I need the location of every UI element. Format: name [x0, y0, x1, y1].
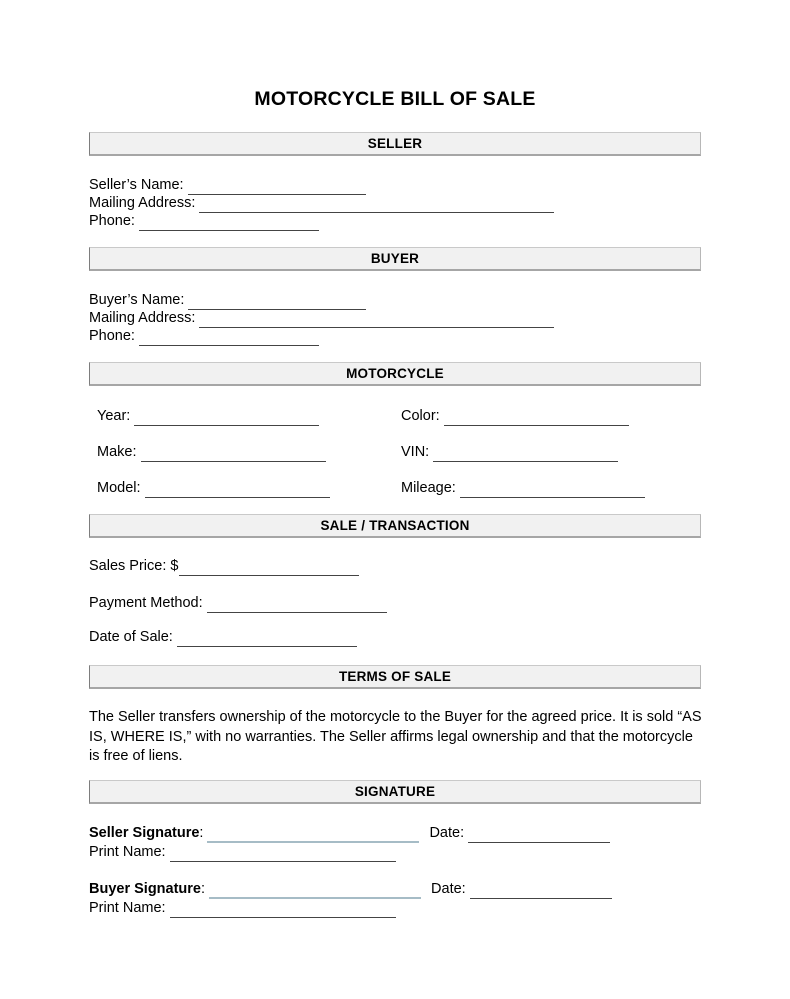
field-seller-address [89, 194, 554, 213]
seller-date-label: Date: [429, 825, 465, 841]
field-input-line[interactable] [199, 199, 554, 213]
row-buyer-print-name [89, 899, 396, 918]
seller-signature-label: Seller Signature [89, 825, 200, 841]
buyer-signature-colon: : [201, 881, 206, 897]
buyer-print-name-label: Print Name: [89, 900, 166, 916]
field-input-line[interactable] [444, 412, 629, 426]
field-input-line[interactable] [139, 217, 319, 231]
terms-of-sale-text: The Seller transfers ownership of the motorcycle to the Buyer for the agreed price. It is sold “AS IS, WHERE IS,” with no warranties. The Seller affirms legal ownership and that the motorcycle is free of liens. [89, 709, 702, 764]
field-sales-price [89, 557, 359, 576]
field-label: Phone: [89, 213, 135, 229]
field-input-line[interactable] [145, 484, 330, 498]
field-label: Make: [97, 444, 137, 460]
buyer-signature-label: Buyer Signature [89, 881, 201, 897]
buyer-signature-line[interactable] [209, 884, 421, 899]
field-input-line[interactable] [179, 562, 359, 576]
field-motorcycle-vin [401, 443, 618, 462]
field-label: Year: [97, 408, 131, 424]
field-date-of-sale [89, 628, 357, 647]
field-seller-phone [89, 212, 319, 231]
section-header-terms-of-sale: TERMS OF SALE [89, 665, 701, 689]
field-seller-name [89, 176, 366, 195]
field-motorcycle-model [97, 479, 330, 498]
field-label: Payment Method: [89, 595, 203, 611]
field-label: Color: [401, 408, 440, 424]
field-label: Mailing Address: [89, 195, 196, 211]
field-input-line[interactable] [134, 412, 319, 426]
field-input-line[interactable] [199, 314, 554, 328]
section-header-motorcycle: MOTORCYCLE [89, 362, 701, 386]
field-label: Phone: [89, 328, 135, 344]
buyer-date-line[interactable] [470, 885, 612, 899]
section-header-buyer: BUYER [89, 247, 701, 271]
field-motorcycle-make [97, 443, 326, 462]
buyer-print-name-line[interactable] [170, 904, 396, 918]
field-input-line[interactable] [177, 633, 357, 647]
page-title: MOTORCYCLE BILL OF SALE [254, 88, 536, 110]
buyer-date-label: Date: [431, 881, 466, 897]
field-input-line[interactable] [460, 484, 645, 498]
field-input-line[interactable] [207, 599, 387, 613]
seller-print-name-label: Print Name: [89, 844, 166, 860]
row-seller-signature [89, 824, 610, 843]
field-buyer-name [89, 291, 366, 310]
field-label: Seller’s Name: [89, 177, 184, 193]
field-input-line[interactable] [139, 332, 319, 346]
field-payment-method [89, 594, 387, 613]
field-label: Model: [97, 480, 141, 496]
field-input-line[interactable] [141, 448, 326, 462]
seller-signature-colon: : [199, 825, 204, 841]
field-input-line[interactable] [433, 448, 618, 462]
seller-signature-line[interactable] [207, 828, 419, 843]
field-label: Buyer’s Name: [89, 292, 185, 308]
field-buyer-phone [89, 327, 319, 346]
field-buyer-address [89, 309, 554, 328]
field-label: Mailing Address: [89, 310, 196, 326]
field-label: Mileage: [401, 480, 456, 496]
field-motorcycle-color [401, 407, 629, 426]
section-header-sale-transaction: SALE / TRANSACTION [89, 514, 701, 538]
field-label: VIN: [401, 444, 430, 460]
field-motorcycle-year [97, 407, 319, 426]
seller-print-name-line[interactable] [170, 848, 396, 862]
section-header-signature: SIGNATURE [89, 780, 701, 804]
section-header-seller: SELLER [89, 132, 701, 156]
row-buyer-signature [89, 880, 612, 899]
seller-date-line[interactable] [468, 829, 610, 843]
field-label: Date of Sale: [89, 629, 173, 645]
field-input-line[interactable] [188, 296, 366, 310]
row-seller-print-name [89, 843, 396, 862]
field-label: Sales Price: $ [89, 558, 179, 574]
field-motorcycle-mileage [401, 479, 645, 498]
field-input-line[interactable] [188, 181, 366, 195]
